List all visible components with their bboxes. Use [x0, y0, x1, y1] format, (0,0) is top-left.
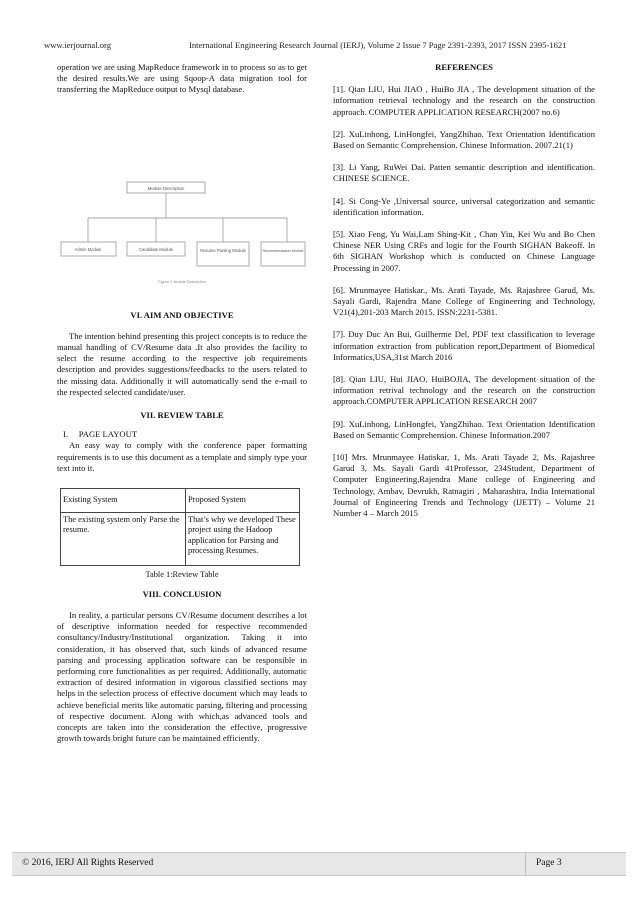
table-cell: That’s why we developed These project using the Hadoop application for Parsing and processing Resumes.	[186, 512, 300, 565]
module-description-label: Module Description	[147, 185, 185, 191]
aim-heading: VI. AIM AND OBJECTIVE	[130, 309, 234, 320]
reference-item: [7]. Duy Duc An Bui, Guilherme Del, PDF text classification to leverage information extraction from publication report,Department of Biomedical Informatics,USA,31st March 2016	[333, 329, 595, 362]
journal-citation: International Engineering Research Journal (IERJ), Volume 2 Issue 7 Page 2391-2393, 2017 ISSN 2395-1621	[189, 40, 567, 50]
resume-parsing-module-box	[197, 242, 249, 266]
recommendation-module-box	[261, 242, 305, 266]
reference-item: [8]. Qian LIU, Hui JIAO, HuiBOJIA, The development situation of the information retrival technology and the research on the construction approach.COMPUTER APPLICATION RESEARCH 2007	[333, 374, 595, 407]
figure-caption: Figure 2 Module Description	[158, 279, 206, 284]
resume-parsing-module-label	[200, 248, 247, 253]
reference-item: [10] Mrs. Mrunmayee Hatiskar, 1, Ms. Arati Tayade 2, Ms. Rajashree Garud 3, Ms. Sayali Gardi 41Professor, 234Student, Department of Computer Engineering,Rajendra Mane college of Engineering and Technology, Ambav, Devrukh, Ratnagiri , Maharashtra, India International Journal of Engineering Trends and Technology (IJETT) – Volume 21 Number 4 – March 2015	[333, 452, 595, 519]
reference-item: [9]. XuLinhong, LinHongfei, YangZhihao. Text Orientation Identification Based on Semantic Comprehension. Chinese Information.2007	[333, 418, 595, 440]
page-number-box	[525, 853, 626, 875]
page-header	[44, 40, 614, 52]
table-cell: The existing system only Parse the resume.	[61, 512, 186, 565]
table-caption: Table 1:Review Table	[145, 569, 219, 579]
table-header-cell: Proposed System	[186, 489, 300, 513]
table-header-row	[61, 489, 300, 513]
reference-item: [2]. XuLinhong, LinHongfei, YangZhihao. Text Orientation Identification Based on Semantic Comprehension. Chinese Information. 2007.21(1)	[333, 128, 595, 151]
page-layout-heading: I. PAGE LAYOUT	[63, 429, 138, 440]
page-layout-paragraph: An easy way to comply with the conference paper formatting requirements is to use this document as a template and simply type your text into it.	[57, 440, 307, 473]
table-header-cell: Existing System	[61, 489, 186, 513]
table-row	[61, 512, 300, 565]
review-heading: VII. REVIEW TABLE	[140, 410, 224, 421]
reference-item: [4]. Si Cong-Ye ,Universal source, universal categorization and semantic identification information.	[333, 195, 595, 217]
reference-item: [5]. Xiao Feng, Yu Wai,Lam Shing-Kit , Chan Yiu, Kei Wu and Bo Chen Chinese NER Using CRFs and logic for the Fourth SIGHAN Bakeoff. In 6th SIGHAN Workshop which is conducted on Chinese Language Processing in 2007.	[333, 229, 595, 273]
admin-module-label: Admin Module	[74, 246, 102, 252]
conclusion-paragraph: In reality, a particular persons CV/Resume document describes a lot of descriptive information needed for respective recommended consultancy/Industry/Institutional organization. Taking it into consideration, it has observed that, such kinds of advanced resume parsing and processing application software can be responsible in performing core functionalities as per required. Additionally, automatic extraction of desired information in vigorous classified sections may helps in the selection process of effective document which may leads to achieve beneficial merits like automatic parsing, filtering and processing of respective document. Along with which,as advanced tools and concepts are taken into the consideration the effective, progressive growth towards bright future can be maintained efficiently.	[57, 609, 307, 744]
references-heading: REFERENCES	[435, 62, 493, 72]
left-column	[57, 62, 307, 744]
resume-parsing-label-text: Resume Parsing Module	[200, 247, 246, 253]
module-diagram	[57, 102, 307, 302]
recommendation-module-label: Recommendation Module	[262, 248, 304, 253]
page-number: Page 3	[536, 858, 562, 868]
reference-item: [3]. Li Yang, RuWei Dai. Patten semantic description and identification. CHINESE SCIENCE.	[333, 162, 595, 184]
reference-item: [1]. Qian LIU, Hui JIAO , HuiBo JIA , The development situation of the information retrieval technology and the research on the construction approach. COMPUTER APPLICATION RESEARCH(2007 no.6)	[333, 84, 595, 117]
intro-paragraph: operation we are using MapReduce framework in to process so as to get the desired results.We are using Sqoop-A data migration tool for transferring the MapReduce output to Mysql database.	[57, 62, 307, 95]
aim-paragraph: The intention behind presenting this project concepts is to reduce the manual handling of CV/Resume data .It also provides the facility to select the resume according to the respective job requirements description and provides suggestions/feedbacks to the users related to the missing data. Additionally it will automatically send the e-mail to the respected selected candidate/user.	[57, 330, 307, 397]
journal-website: www.ierjournal.org	[44, 40, 112, 50]
module-diagram-svg	[57, 102, 307, 302]
reference-item: [6]. Mrunmayee Hatiskar., Ms. Arati Tayade, Ms. Rajashree Garud, Ms. Sayali Gardi, Rajendra Mane College of Engineering and Technology, V21(4),201-203 March 2015. ISSN:2231-5381.	[333, 284, 595, 318]
right-column	[333, 62, 595, 530]
conclusion-heading: VIII. CONCLUSION	[142, 588, 222, 599]
review-table	[60, 488, 300, 566]
candidate-module-label: Candidate Module	[139, 246, 173, 252]
copyright-notice: © 2016, IERJ All Rights Reserved	[22, 858, 154, 868]
page-footer	[12, 852, 626, 876]
